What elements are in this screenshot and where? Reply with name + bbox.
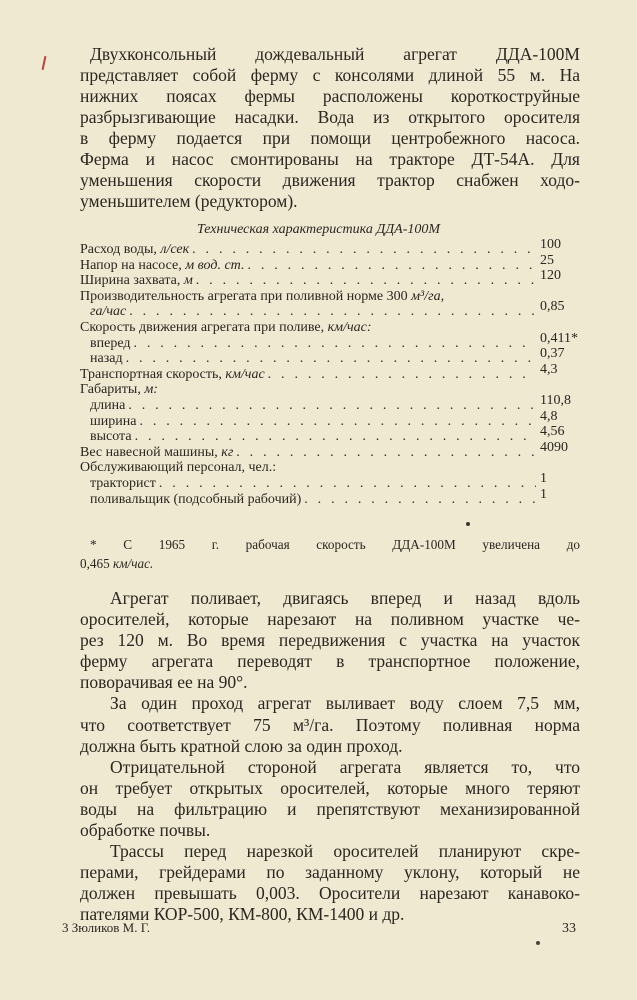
body-line: поворачивая ее на 90°. xyxy=(80,672,248,693)
intro-line: разбрызгивающие насадки. Вода из открытого оросителя xyxy=(80,107,580,127)
spec-label xyxy=(80,492,301,508)
intro-line: Двухконсольный дождевальный агрегат ДДА-100М xyxy=(90,44,580,64)
spec-label xyxy=(80,273,193,289)
spec-row xyxy=(80,486,580,508)
spec-row xyxy=(80,408,580,430)
spec-label-text: Напор на насосе, xyxy=(80,257,186,273)
footnote xyxy=(80,535,580,573)
spec-unit: м³/га, xyxy=(411,288,445,304)
spec-label xyxy=(80,414,136,430)
spec-row xyxy=(80,361,580,383)
spec-label xyxy=(80,460,276,476)
spec-row xyxy=(80,470,580,492)
body-line: воды на фильтрацию и препятствуют механизированной xyxy=(80,798,580,819)
spec-label-text: Транспортная скорость, xyxy=(80,366,226,382)
leader-dots xyxy=(133,336,536,352)
spec-unit: га/час xyxy=(90,304,127,320)
spec-row xyxy=(80,268,580,289)
leader-dots xyxy=(196,273,536,289)
spec-table-title: Техническая характеристика ДДА-100М xyxy=(196,222,441,237)
spec-value: 110,8 xyxy=(540,392,571,408)
spec-label-text: Обслуживающий персонал, чел.: xyxy=(80,460,277,476)
body-line: Отрицательной стороной агрегата является то, что xyxy=(110,756,580,777)
spec-row xyxy=(80,237,580,258)
intro-line: в ферму подается при помощи центробежного насоса. xyxy=(80,128,580,148)
body-line: он требует открытых оросителей, которые много теряют xyxy=(80,777,580,798)
spec-label-text: Скорость движения агрегата при поливе, xyxy=(80,319,328,335)
leader-dots xyxy=(192,242,536,258)
spec-row xyxy=(80,330,580,352)
spec-unit: м вод. ст. xyxy=(185,257,245,273)
spec-value: 1 xyxy=(540,470,547,486)
spec-label-text: Производительность агрегата при поливной норме 300 xyxy=(80,288,412,304)
leader-dots xyxy=(135,429,536,445)
spec-unit: км/час xyxy=(225,366,265,382)
footnote-line: * С 1965 г. рабочая скорость ДДА-100М увеличена до xyxy=(90,537,580,552)
spec-unit: м xyxy=(183,273,193,289)
spec-unit: л/сек xyxy=(160,242,190,257)
spec-label-text: вперед xyxy=(90,335,131,351)
spec-row xyxy=(80,289,580,305)
print-speck xyxy=(466,522,470,526)
spec-value: 100 xyxy=(540,237,561,252)
intro-paragraph xyxy=(80,44,580,212)
spec-unit: кг xyxy=(221,444,234,460)
page-number: 33 xyxy=(562,921,576,936)
body-line: что соответствует 75 м³/га. Поэтому поливная норма xyxy=(80,714,580,735)
leader-dots xyxy=(126,351,536,367)
spec-value: 0,85 xyxy=(540,299,565,315)
spec-label xyxy=(80,304,126,320)
spec-label xyxy=(80,429,132,445)
spec-row xyxy=(80,320,580,336)
spec-value: 25 xyxy=(540,252,554,268)
spec-value: 1 xyxy=(540,486,547,502)
spec-label xyxy=(80,476,156,492)
spec-value: 4,3 xyxy=(540,361,558,377)
spec-unit: м: xyxy=(144,382,158,398)
spec-row xyxy=(80,439,580,461)
spec-label-text: Вес навесной машины, xyxy=(80,444,222,460)
intro-line: нижних поясах фермы расположены короткоструйные xyxy=(80,86,580,106)
leader-dots xyxy=(268,367,536,383)
spec-row xyxy=(80,460,580,476)
spec-label xyxy=(80,367,265,383)
spec-row xyxy=(80,392,580,414)
spec-unit: км/час: xyxy=(327,319,372,335)
leader-dots xyxy=(247,258,536,274)
spec-value: 4,56 xyxy=(540,424,565,440)
body-line: должна быть кратной слою за один проход. xyxy=(80,735,403,756)
body-line: оросителей, которые нарезают на поливном участке че- xyxy=(80,609,580,630)
body-text xyxy=(80,588,580,926)
footnote-unit: км/час. xyxy=(112,556,154,571)
spec-label xyxy=(80,445,233,461)
spec-label-text: ширина xyxy=(90,413,137,429)
spec-table xyxy=(80,237,580,507)
body-line: За один проход агрегат выливает воду слоем 7,5 мм, xyxy=(110,693,580,714)
spec-value: 4,8 xyxy=(540,408,558,424)
leader-dots xyxy=(236,445,536,461)
body-line: рез 120 м. Во время передвижения с участка на участок xyxy=(80,630,580,651)
spec-label xyxy=(80,398,125,414)
spec-label xyxy=(80,242,189,258)
intro-line: представляет собой ферму с консолями длиной 55 м. На xyxy=(80,65,580,85)
leader-dots xyxy=(304,492,536,508)
spec-label xyxy=(80,289,444,305)
print-speck xyxy=(536,941,540,945)
spec-label xyxy=(80,336,130,352)
spec-label-text: длина xyxy=(90,397,126,413)
leader-dots xyxy=(139,414,536,430)
leader-dots xyxy=(128,398,536,414)
body-line: Агрегат поливает, двигаясь вперед и назад вдоль xyxy=(110,588,580,608)
spec-label-text: тракторист xyxy=(90,475,156,491)
spec-label-text: Ширина захвата, xyxy=(80,273,184,289)
margin-pencil-mark xyxy=(42,56,47,70)
footnote-value: 0,465 xyxy=(80,556,113,571)
spec-value: 0,411* xyxy=(540,330,578,346)
spec-label xyxy=(80,258,244,274)
spec-label-text: Расход воды, xyxy=(80,242,161,257)
leader-dots xyxy=(129,304,536,320)
body-line: Трассы перед нарезкой оросителей планируют скре- xyxy=(110,841,580,862)
intro-line: уменьшителем (редуктором). xyxy=(80,191,298,211)
spec-label-text: Габариты, xyxy=(80,382,145,398)
spec-label xyxy=(80,351,123,367)
spec-row xyxy=(80,424,580,445)
body-line: пателями КОР-500, КМ-800, КМ-1400 и др. xyxy=(80,904,405,925)
leader-dots xyxy=(159,476,536,492)
body-line: обработке почвы. xyxy=(80,820,211,841)
signature-mark: 3 Зюликов М. Г. xyxy=(62,920,150,935)
footnote-line xyxy=(80,554,580,573)
spec-label xyxy=(80,320,372,336)
spec-value: 4090 xyxy=(540,439,568,455)
spec-row xyxy=(80,382,580,398)
body-line: ферму агрегата переводят в транспортное положение, xyxy=(80,651,580,672)
spec-value: 120 xyxy=(540,268,561,284)
spec-label-text: назад xyxy=(90,351,123,367)
spec-value: 0,37 xyxy=(540,346,565,362)
body-line: перами, грейдерами по заданному уклону, который не xyxy=(80,862,580,883)
spec-label-text: высота xyxy=(90,429,132,445)
spec-row xyxy=(80,299,580,320)
spec-row xyxy=(80,346,580,367)
spec-label-text: поливальщик (подсобный рабочий) xyxy=(90,491,302,507)
intro-line: уменьшения скорости движения трактор снабжен ходо- xyxy=(80,170,580,190)
spec-label xyxy=(80,382,158,398)
body-line: должен превышать 0,003. Оросители нарезают канавоко- xyxy=(80,883,580,904)
intro-line: Ферма и насос смонтированы на тракторе ДТ-54А. Для xyxy=(80,149,580,169)
spec-row xyxy=(80,252,580,274)
